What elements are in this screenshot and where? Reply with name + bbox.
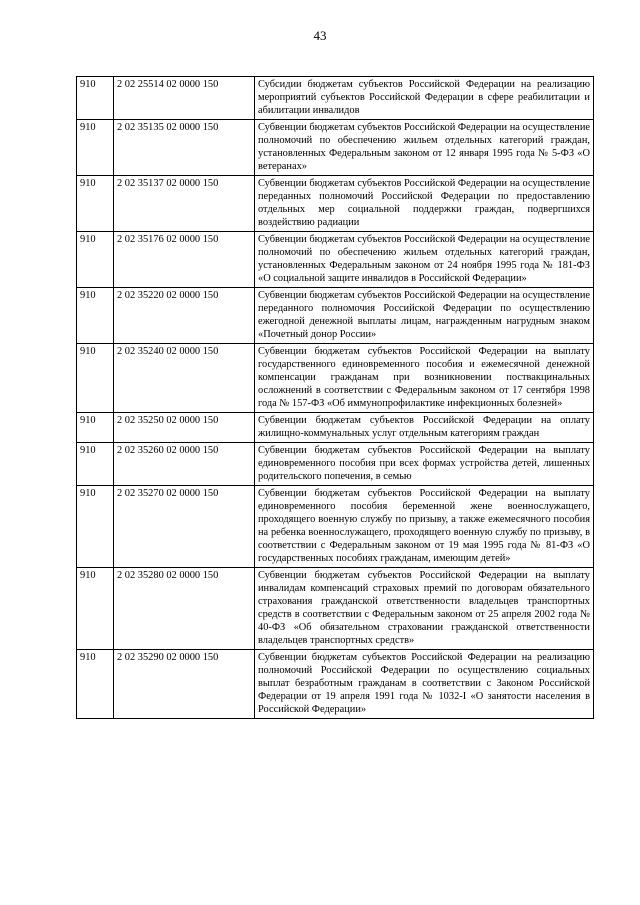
income-name-cell: Субвенции бюджетам субъектов Российской Федерации на выплату единовременного пособия при всех формах устройства детей, лишенных родительского попечения, в семью <box>255 443 594 486</box>
income-name-cell: Субвенции бюджетам субъектов Российской Федерации на реализацию полномочий Российской Федерации по осуществлению социальных выплат безработным гражданам в соответствии с Законом Российской Федерации от 19 апреля 1991 года № 1032-I «О занятости населения в Российской Федерации» <box>255 650 594 719</box>
income-name-cell: Субвенции бюджетам субъектов Российской Федерации на выплату единовременного пособия беременной жене военнослужащего, проходящего военную службу по призыву, а также ежемесячного пособия на ребенка военнослужащего, проходящего военную службу по призыву, в соответствии с Федеральным законом от 19 мая 1995 года № 81-ФЗ «О государственных пособиях гражданам, имеющим детей» <box>255 486 594 568</box>
budget-code-cell: 2 02 35135 02 0000 150 <box>114 120 255 176</box>
budget-code-cell: 2 02 35260 02 0000 150 <box>114 443 255 486</box>
admin-code-cell: 910 <box>77 77 114 120</box>
table-row <box>77 568 594 650</box>
table-row <box>77 77 594 120</box>
budget-code-cell: 2 02 35137 02 0000 150 <box>114 176 255 232</box>
budget-code-cell: 2 02 35220 02 0000 150 <box>114 288 255 344</box>
table-row <box>77 486 594 568</box>
page-number: 43 <box>313 28 327 43</box>
admin-code-cell: 910 <box>77 650 114 719</box>
admin-code-cell: 910 <box>77 120 114 176</box>
admin-code-cell: 910 <box>77 288 114 344</box>
table-row <box>77 120 594 176</box>
income-name-cell: Субвенции бюджетам субъектов Российской Федерации на осуществление полномочий по обеспечению жильем отдельных категорий граждан, установленных Федеральным законом от 12 января 1995 года № 5-ФЗ «О ветеранах» <box>255 120 594 176</box>
budget-code-cell: 2 02 35270 02 0000 150 <box>114 486 255 568</box>
income-name-cell: Субсидии бюджетам субъектов Российской Федерации на реализацию мероприятий субъектов Российской Федерации в сфере реабилитации и абилитации инвалидов <box>255 77 594 120</box>
income-name-cell: Субвенции бюджетам субъектов Российской Федерации на осуществление переданного полномочия Российской Федерации по осуществлению ежегодной денежной выплаты лицам, награжденным нагрудным знаком «Почетный донор России» <box>255 288 594 344</box>
table-row <box>77 443 594 486</box>
table-row <box>77 650 594 719</box>
budget-code-cell: 2 02 35290 02 0000 150 <box>114 650 255 719</box>
income-name-cell: Субвенции бюджетам субъектов Российской Федерации на выплату инвалидам компенсаций страховых премий по договорам обязательного страхования гражданской ответственности владельцев транспортных средств в соответствии с Федеральным законом от 25 апреля 2002 года № 40-ФЗ «Об обязательном страховании гражданской ответственности владельцев транспортных средств» <box>255 568 594 650</box>
income-name-cell: Субвенции бюджетам субъектов Российской Федерации на выплату государственного единовременного пособия и ежемесячной денежной компенсации гражданам при возникновении поствакцинальных осложнений в соответствии с Федеральным законом от 17 сентября 1998 года № 157-ФЗ «Об иммунопрофилактике инфекционных болезней» <box>255 344 594 413</box>
table-row <box>77 288 594 344</box>
budget-code-cell: 2 02 35176 02 0000 150 <box>114 232 255 288</box>
table-row <box>77 413 594 443</box>
budget-classification-table <box>76 76 594 719</box>
admin-code-cell: 910 <box>77 176 114 232</box>
admin-code-cell: 910 <box>77 568 114 650</box>
income-name-cell: Субвенции бюджетам субъектов Российской Федерации на осуществление переданных полномочий Российской Федерации по предоставлению отдельных мер социальной поддержки граждан, подвергшихся воздействию радиации <box>255 176 594 232</box>
budget-code-cell: 2 02 35240 02 0000 150 <box>114 344 255 413</box>
admin-code-cell: 910 <box>77 344 114 413</box>
table-row <box>77 176 594 232</box>
budget-code-cell: 2 02 35280 02 0000 150 <box>114 568 255 650</box>
admin-code-cell: 910 <box>77 486 114 568</box>
income-name-cell: Субвенции бюджетам субъектов Российской Федерации на осуществление полномочий по обеспечению жильем отдельных категорий граждан, установленных Федеральным законом от 24 ноября 1995 года № 181-ФЗ «О социальной защите инвалидов в Российской Федерации» <box>255 232 594 288</box>
table-row <box>77 232 594 288</box>
budget-code-cell: 2 02 25514 02 0000 150 <box>114 77 255 120</box>
budget-code-cell: 2 02 35250 02 0000 150 <box>114 413 255 443</box>
admin-code-cell: 910 <box>77 232 114 288</box>
admin-code-cell: 910 <box>77 443 114 486</box>
admin-code-cell: 910 <box>77 413 114 443</box>
table-row <box>77 344 594 413</box>
income-name-cell: Субвенции бюджетам субъектов Российской Федерации на оплату жилищно-коммунальных услуг отдельным категориям граждан <box>255 413 594 443</box>
